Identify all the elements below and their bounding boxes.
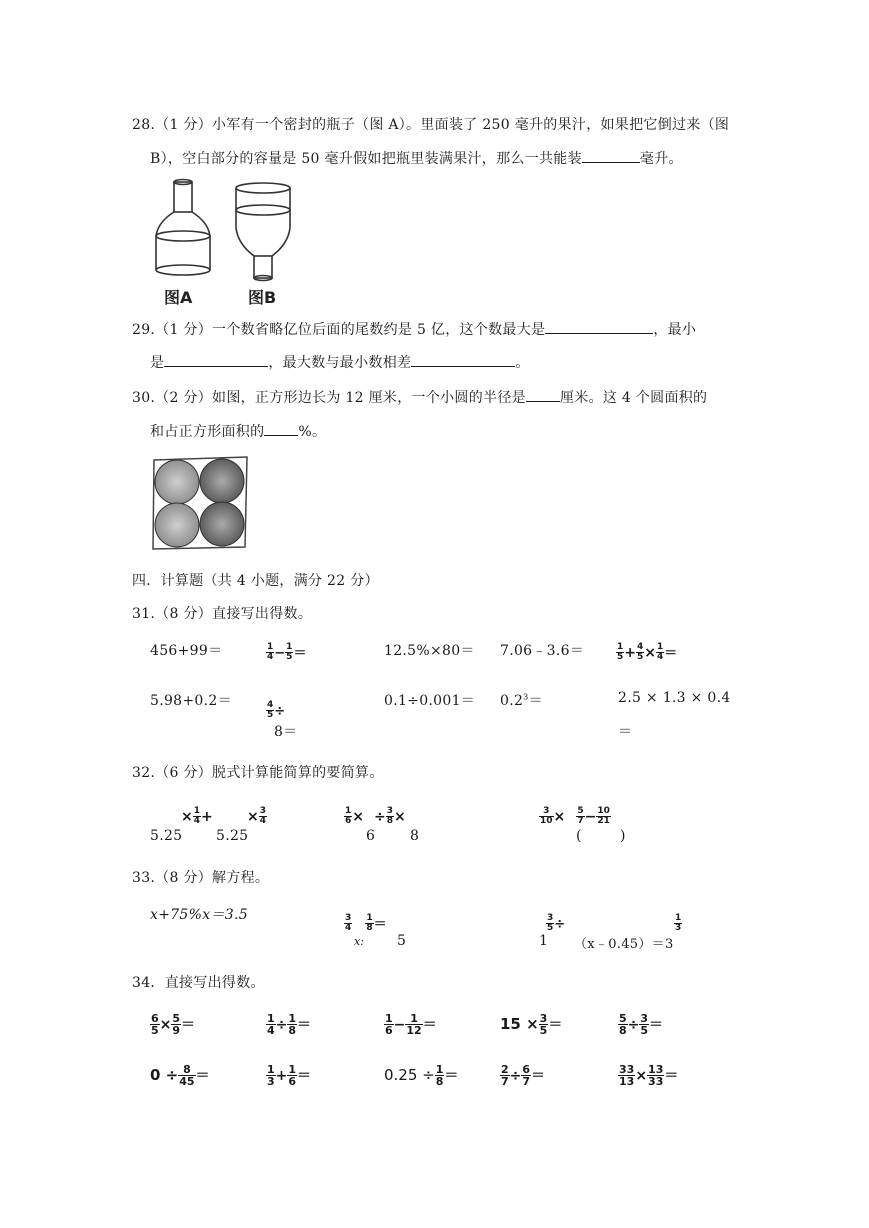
frac-4-5b: $\frac{4}{5}$	[267, 700, 274, 720]
q34-title: 34．直接写出得数。	[132, 975, 265, 991]
q32-e1-top2: × $\frac{3}{4}$	[247, 806, 266, 826]
frac-10-21: $\frac{10}{21}$	[597, 806, 610, 826]
q29-max-blank[interactable]	[545, 321, 653, 334]
frac-3-8: $\frac{3}{8}$	[386, 806, 393, 826]
q31-r2c5: 2.5 × 1.3 × 0.4	[618, 690, 731, 706]
q29-text-e: 。	[515, 355, 530, 371]
bottle-a	[156, 180, 210, 276]
q33-e2-x: x:	[354, 935, 364, 948]
q32-e1-a: 5.25	[150, 828, 183, 844]
q31-r1c1: 456+99＝	[150, 643, 223, 659]
q29-diff-blank[interactable]	[411, 354, 515, 367]
q33-e3-frac: $\frac{3}{5}$ ÷	[547, 913, 566, 933]
bottle-figure	[150, 176, 300, 308]
q32-title: 32.（6 分）脱式计算能简算的要简算。	[132, 765, 384, 781]
q34-d: 15 × $\frac{3}{5}$ ＝	[500, 1012, 563, 1037]
section-heading: 四．计算题（共 4 小题，满分 22 分）	[132, 573, 379, 589]
q33-e3-whole: 1	[539, 933, 549, 949]
q31-r2c3: 0.1÷0.001＝	[384, 693, 476, 709]
frac-1-5: $\frac{1}{5}$	[286, 642, 293, 662]
circle-bottom-right	[200, 502, 244, 546]
q31-r2c2: $\frac{4}{5}$ ÷	[267, 700, 286, 720]
q29-min-blank[interactable]	[164, 354, 268, 367]
q28-answer-blank[interactable]	[582, 150, 640, 163]
frac-3-4: $\frac{3}{4}$	[259, 806, 266, 826]
frac-4-5: $\frac{4}{5}$	[637, 642, 644, 662]
q33-e3-frac2	[674, 913, 682, 933]
frac-5-7: $\frac{5}{7}$	[577, 806, 584, 826]
q33-e2: $\frac{3}{4}$ $\frac{1}{8}$ ＝	[345, 913, 387, 933]
frac-3-5: $\frac{3}{5}$	[547, 913, 554, 933]
q32-e2-top: $\frac{1}{6}$ ×	[345, 806, 364, 826]
q31-r1c2: $\frac{1}{4}$ − $\frac{1}{5}$ ＝	[267, 642, 307, 662]
q33-e1: x+75%x＝3.5	[150, 907, 248, 923]
q33-title: 33.（8 分）解方程。	[132, 870, 270, 886]
q34-a: $\frac{6}{5}$ × $\frac{5}{9}$ ＝	[151, 1012, 196, 1037]
q29-line1	[132, 319, 696, 339]
frac-1-4: $\frac{1}{4}$	[267, 642, 274, 662]
bottle-b	[236, 183, 290, 281]
q34-e: $\frac{5}{8}$ ÷ $\frac{3}{5}$ ＝	[619, 1012, 664, 1037]
q30-text-a: 30.（2 分）如图，正方形边长为 12 厘米，一个小圆的半径是	[132, 390, 526, 406]
q31-r2c1: 5.98+0.2＝	[150, 693, 232, 709]
q32-e3-lp: (	[576, 828, 582, 844]
q32-e2-b: 8	[410, 828, 420, 844]
label-b: 图B	[248, 288, 277, 307]
q29-text-a: 29.（1 分）一个数省略亿位后面的尾数约是 5 亿，这个数最大是	[132, 322, 546, 338]
q30-text-d: %。	[298, 424, 327, 440]
q32-e3-rp: )	[620, 828, 626, 844]
q29-line2	[150, 352, 530, 372]
frac-1-3: $\frac{1}{3}$	[675, 913, 682, 933]
q31-r2c2-b: 8＝	[274, 724, 298, 740]
q30-text-b: 厘米。这 4 个圆面积的	[559, 390, 708, 406]
q34-b: $\frac{1}{4}$ ÷ $\frac{1}{8}$ ＝	[267, 1012, 312, 1037]
q32-e3: $\frac{3}{10}$ × $\frac{5}{7}$ − $\frac{10}{21}$	[540, 806, 610, 826]
q31-title: 31.（8 分）直接写出得数。	[132, 606, 313, 622]
q29-text-c: 是	[150, 355, 165, 371]
q33-e2-r: 5	[397, 933, 407, 949]
q29-text-b: ，最小	[653, 322, 697, 338]
q30-text-c: 和占正方形面积的	[150, 424, 265, 440]
frac-1-4b: $\frac{1}{4}$	[657, 642, 664, 662]
q31-r2c4: $0.2^3=$	[500, 692, 543, 709]
q28-text-a: B），空白部分的容量是 50 毫升假如把瓶里装满果汁，那么一共能装	[150, 151, 582, 167]
frac-1-5b: $\frac{1}{5}$	[617, 642, 624, 662]
q29-text-d: ，最大数与最小数相差	[268, 355, 412, 371]
q34-j: $\frac{33}{13}$ × $\frac{13}{33}$ ＝	[619, 1063, 679, 1088]
q31-r1c4: 7.06﹣3.6＝	[500, 643, 585, 659]
q30-line2	[150, 421, 326, 441]
q34-f: 0 ÷ $\frac{8}{45}$ ＝	[150, 1063, 210, 1088]
q34-c: $\frac{1}{6}$ − $\frac{1}{12}$ ＝	[385, 1012, 437, 1037]
circles-figure	[150, 454, 250, 552]
frac-1-4c: $\frac{1}{4}$	[193, 806, 200, 826]
circle-top-right	[200, 459, 244, 503]
q33-e3-mid: （x﹣0.45）＝3	[574, 937, 674, 952]
q32-e2-a: 6	[366, 828, 376, 844]
q30-radius-blank[interactable]	[526, 389, 560, 402]
q28-line1: 28.（1 分）小军有一个密封的瓶子（图 A）。里面装了 250 毫升的果汁，如果把它倒过来（图	[132, 117, 730, 133]
q28-line2	[150, 148, 683, 168]
q30-line1	[132, 387, 707, 407]
q31-r1c3: 12.5%×80＝	[384, 643, 475, 659]
frac-1-6: $\frac{1}{6}$	[345, 806, 352, 826]
frac-3-4b: $\frac{3}{4}$	[345, 913, 352, 933]
circle-top-left	[155, 460, 199, 504]
q28-text-b: 毫升。	[639, 151, 683, 167]
q34-g: $\frac{1}{3}$ + $\frac{1}{6}$ ＝	[267, 1063, 312, 1088]
q32-e2-top2: ÷ $\frac{3}{8}$ ×	[374, 806, 406, 826]
q31-r2c5-eq: ＝	[618, 724, 633, 740]
q31-r1c5: $\frac{1}{5}$ + $\frac{4}{5}$ × $\frac{1}{4}$ ＝	[617, 642, 678, 662]
frac-1-8: $\frac{1}{8}$	[366, 913, 373, 933]
q32-e1-top: × $\frac{1}{4}$ +	[181, 806, 213, 826]
q34-h: 0.25 ÷ $\frac{1}{8}$ ＝	[384, 1063, 459, 1088]
q30-percent-blank[interactable]	[264, 423, 298, 436]
frac-3-10: $\frac{3}{10}$	[540, 806, 553, 826]
label-a: 图A	[164, 288, 193, 307]
circle-bottom-left	[155, 503, 199, 547]
q34-i: $\frac{2}{7}$ ÷ $\frac{6}{7}$ ＝	[501, 1063, 546, 1088]
q32-e1-b: 5.25	[216, 828, 249, 844]
